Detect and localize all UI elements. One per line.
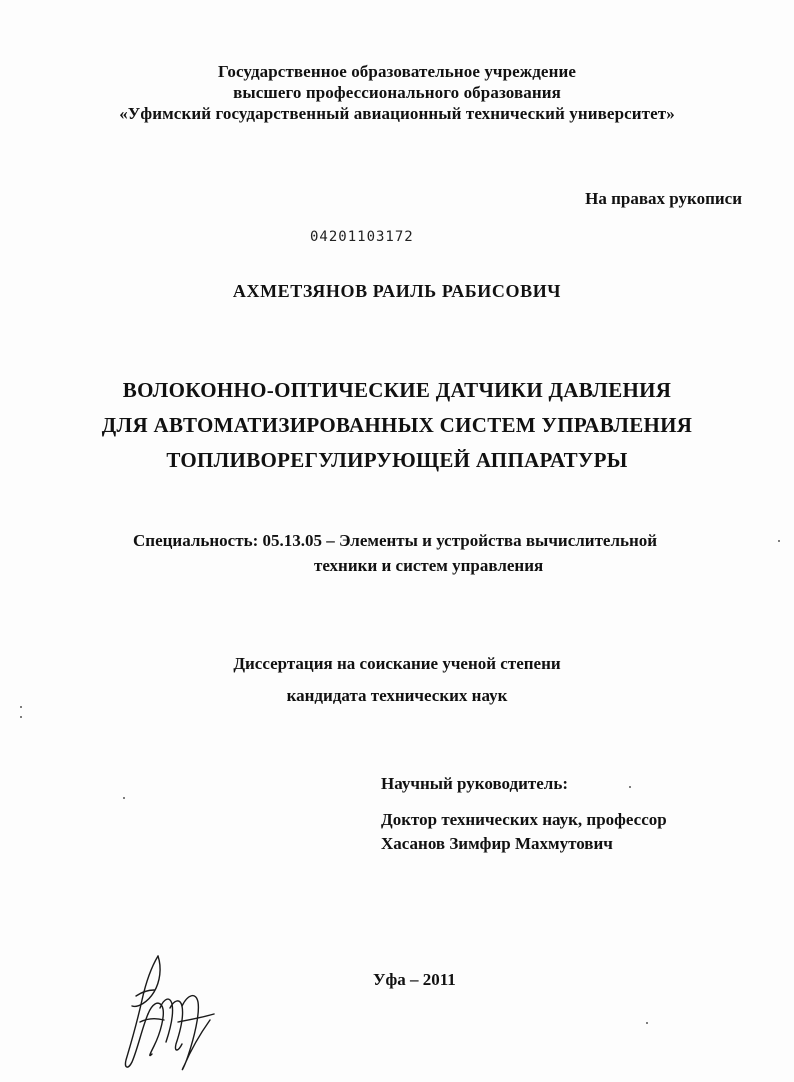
title-line-2: ДЛЯ АВТОМАТИЗИРОВАННЫХ СИСТЕМ УПРАВЛЕНИЯ: [101, 413, 693, 437]
institution-line-2: высшего профессионального образования: [233, 83, 561, 102]
handwritten-signature-icon: [118, 948, 228, 1076]
institution-line-1: Государственное образовательное учреждение: [217, 62, 577, 81]
dissertation-line-1: Диссертация на соискание ученой степени: [233, 654, 561, 673]
scan-speck: [646, 1022, 648, 1024]
title-line-3: ТОПЛИВОРЕГУЛИРУЮЩЕЙ АППАРАТУРЫ: [166, 448, 628, 472]
supervisor-label: Научный руководитель:: [381, 774, 568, 793]
author-name: АХМЕТЗЯНОВ РАИЛЬ РАБИСОВИЧ: [232, 281, 562, 301]
scan-speck: [20, 706, 22, 708]
supervisor-degree: Доктор технических наук, профессор: [381, 810, 667, 829]
dissertation-line-2: кандидата технических наук: [286, 686, 508, 705]
scan-speck: [629, 786, 631, 788]
title-line-1: ВОЛОКОННО-ОПТИЧЕСКИЕ ДАТЧИКИ ДАВЛЕНИЯ: [122, 378, 672, 402]
scan-speck: [123, 797, 125, 799]
specialty-line-2: техники и систем управления: [314, 556, 544, 575]
scan-speck: [20, 716, 22, 718]
manuscript-note: На правах рукописи: [585, 189, 742, 208]
place-year: Уфа – 2011: [373, 970, 456, 989]
supervisor-name: Хасанов Зимфир Махмутович: [381, 834, 613, 853]
specialty-line-1: Специальность: 05.13.05 – Элементы и устройства вычислительной: [133, 531, 658, 550]
institution-line-3: «Уфимский государственный авиационный технический университет»: [119, 104, 675, 123]
catalog-code: 04201103172: [310, 229, 414, 245]
scan-speck: [778, 540, 780, 542]
